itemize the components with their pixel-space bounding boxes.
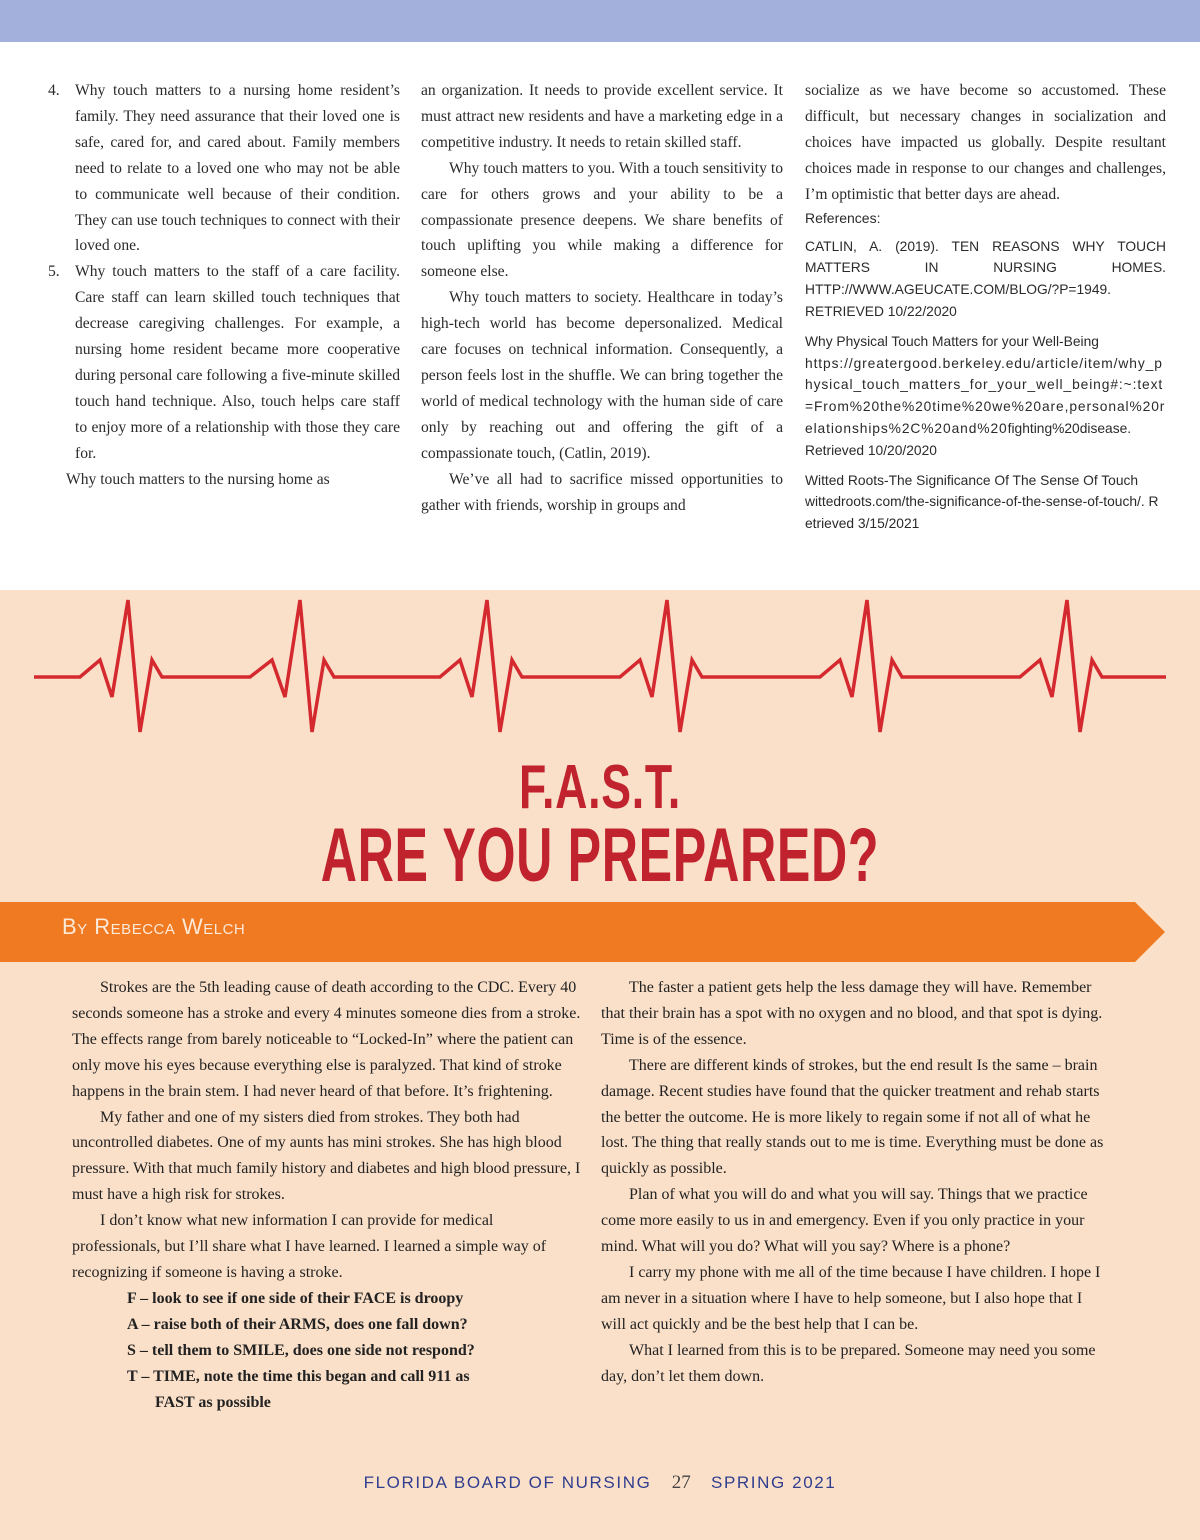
paragraph: We’ve all had to sacrifice missed opportunities to gather with friends, worship in groups and	[421, 470, 783, 514]
fast-item-time-continued: FAST as possible	[155, 1393, 271, 1411]
column-2	[421, 78, 783, 518]
paragraph: The faster a patient gets help the less damage they will have. Remember that their brain has a spot with no oxygen and no blood, and that spot is dying. Time is of the essence.	[601, 979, 1103, 1048]
column-1	[48, 78, 400, 493]
reference-entry	[805, 331, 1166, 462]
paragraph: Why touch matters to you. With a touch sensitivity to care for others grows and your ability to be a compassionate presence deepens. We share benefits of touch uplifting you while making a difference for someone else.	[421, 159, 783, 281]
publication-name: FLORIDA BOARD OF NURSING	[363, 1473, 652, 1492]
fast-item-time: T – TIME, note the time this began and call 911 as	[127, 1367, 470, 1385]
reference-entry	[805, 470, 1166, 535]
list-item-text: Why touch matters to the staff of a care facility. Care staff can learn skilled touch techniques that decrease caregiving challenges. For example, a nursing home resident became more cooperative during personal care following a five-minute skilled touch hand technique. Also, touch helps care staff to enjoy more of a relationship with those they care for.	[75, 263, 400, 462]
paragraph: an organization. It needs to provide excellent service. It must attract new residents and have a marketing edge in a competitive industry. It needs to retain skilled staff.	[421, 82, 783, 151]
article-title-line-1: F.A.S.T.	[518, 753, 682, 822]
reference-retrieved: fighting%20disease. Retrieved 10/20/2020	[805, 420, 1132, 458]
references-heading: References:	[805, 209, 881, 226]
fast-item-smile: S – tell them to SMILE, does one side not respond?	[127, 1341, 475, 1359]
paragraph: There are different kinds of strokes, but the end result Is the same – brain damage. Recent studies have found that the quicker treatment and rehab starts the better the outcome. He is more likely to regain some if not all of what he lost. The thing that really stands out to me is time. Everything must be done as quickly as possible.	[601, 1056, 1104, 1178]
list-number: 4.	[48, 82, 60, 99]
issue-label: SPRING 2021	[711, 1473, 837, 1492]
byline: By Rebecca Welch	[62, 914, 246, 939]
paragraph: Strokes are the 5th leading cause of death according to the CDC. Every 40 seconds someone has a stroke and every 4 minutes someone dies from a stroke. The effects range from barely noticeable to “Locked-In” where the patient can only move his eyes because everything else is paralyzed. That kind of stroke happens in the brain stem. I had never heard of that before. It’s frightening.	[72, 979, 581, 1100]
reference-title: Why Physical Touch Matters for your Well-Being	[805, 333, 1099, 349]
paragraph: Plan of what you will do and what you will say. Things that we practice come more easily to us in and emergency. Even if you only practice in your mind. What will you do? What will you say? Where is a phone?	[601, 1186, 1088, 1256]
top-color-band	[0, 0, 1200, 42]
list-item-4	[48, 78, 400, 259]
paragraph: I carry my phone with me all of the time because I have children. I hope I am never in a situation where I have to help someone, but I also hope that I will act quickly and be the best help that I can be.	[601, 1263, 1101, 1333]
list-number: 5.	[48, 263, 60, 281]
column-3	[805, 78, 1166, 535]
paragraph: I don’t know what new information I can provide for medical professionals, but I’ll share what I have learned. I learned a simple way of recognizing if someone is having a stroke.	[72, 1212, 547, 1281]
article-title-line-2: ARE YOU PREPARED?	[320, 813, 880, 898]
reference-entry: CATLIN, A. (2019). TEN REASONS WHY TOUCH MATTERS IN NURSING HOMES. HTTP://WWW.AGEUCATE.COM/BLOG/?P=1949. RETRIEVED 10/22/2020	[805, 238, 1166, 319]
article-column-right	[601, 975, 1111, 1390]
page-footer	[0, 1472, 1200, 1494]
paragraph: What I learned from this is to be prepared. Someone may need you some day, don’t let them down.	[601, 1341, 1096, 1385]
reference-url: https://greatergood.berkeley.edu/article/item/why_physical_touch_matters_for_your_well_being#:~:text=From%20the%20time%20we%20are,personal%20relationships%2C%20and%20	[805, 355, 1166, 436]
heartbeat-line-graphic	[0, 590, 1200, 740]
fast-item-arms: A – raise both of their ARMS, does one fall down?	[127, 1315, 468, 1333]
paragraph: My father and one of my sisters died from strokes. They both had uncontrolled diabetes. One of my aunts has mini strokes. She has high blood pressure. With that much family history and diabetes and high blood pressure, I must have a high risk for strokes.	[72, 1108, 581, 1204]
fast-item-face: F – look to see if one side of their FACE is droopy	[127, 1289, 464, 1307]
list-item-text: Why touch matters to a nursing home resident’s family. They need assurance that their loved one is safe, cared for, and cared about. Family members need to relate to a loved one who may not be able to communicate well because of their condition. They can use touch techniques to connect with their loved one.	[75, 82, 400, 255]
article-column-left	[72, 975, 582, 1415]
reference-title: Witted Roots-The Significance Of The Sense Of Touch	[805, 472, 1139, 488]
reference-url: wittedroots.com/the-significance-of-the-sense-of-touch/. Retrieved 3/15/2021	[805, 494, 1159, 532]
paragraph: Why touch matters to the nursing home as	[66, 470, 330, 488]
paragraph: Why touch matters to society. Healthcare in today’s high-tech world has become depersonalized. Medical care focuses on technical information. Consequently, a person feels lost in the shuffle. We can bring together the world of medical technology with the human side of care only by reaching out and offering the gift of a compassionate touch, (Catlin, 2019).	[421, 289, 783, 462]
page-number: 27	[671, 1472, 691, 1493]
paragraph: socialize as we have become so accustomed. These difficult, but necessary changes in socialization and choices have impacted us globally. Despite resultant choices made in response to our changes and challenges, I’m optimistic that better days are ahead.	[805, 82, 1166, 203]
list-item-5	[48, 259, 400, 466]
